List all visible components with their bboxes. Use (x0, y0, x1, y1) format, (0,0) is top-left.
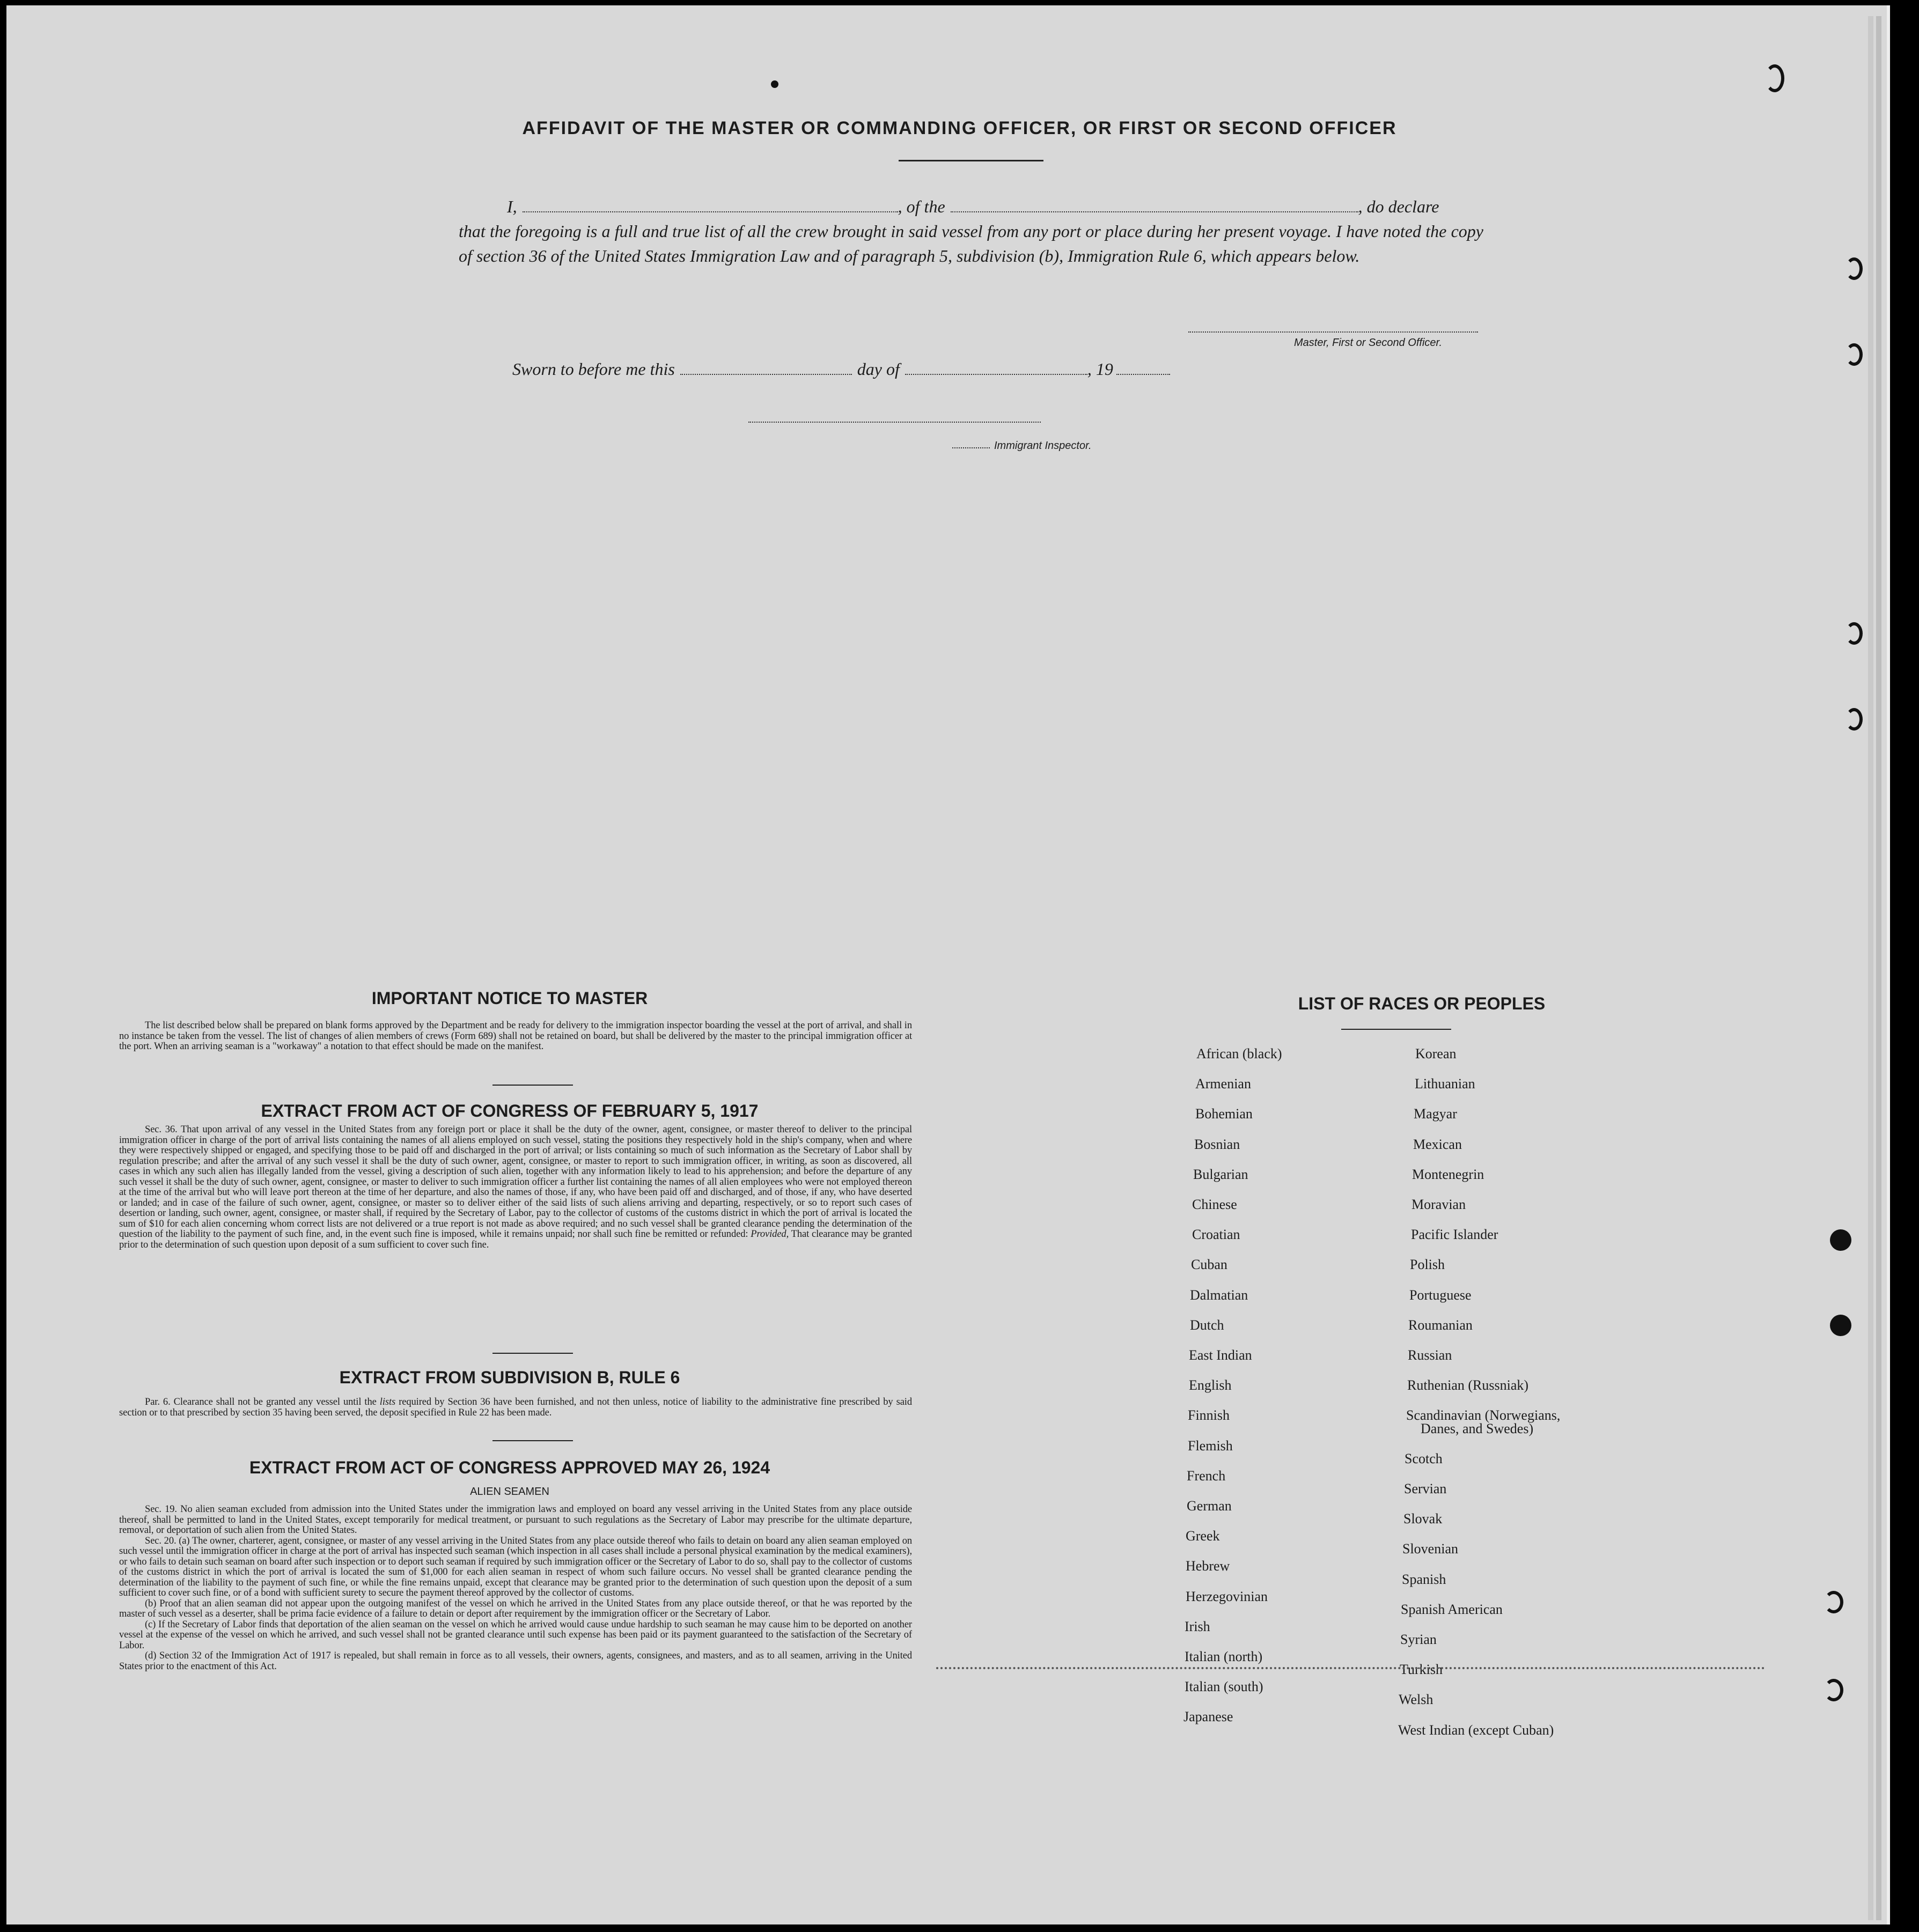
race-item: Dalmatian (1190, 1287, 1248, 1303)
extract-1924-title: EXTRACT FROM ACT OF CONGRESS APPROVED MAY 26, 1924 (249, 1458, 770, 1477)
sec19-text: Sec. 19. No alien seaman excluded from admission into the United States under the immigration laws and employed on board any vessel arriving in the United States from any place outside thereof, shall be permitted to land in the United States, except temporarily for medical treatment, or pursuant to such regulations as the Secretary of Labor may prescribe for the ultimate departure, removal, or deportation of such alien from the United States. (119, 1504, 912, 1536)
race-item: Bulgarian (1193, 1166, 1248, 1182)
race-item: Slovenian (1402, 1541, 1458, 1557)
race-item: Croatian (1192, 1227, 1240, 1243)
race-item: Lithuanian (1415, 1076, 1475, 1092)
page-edge-strip (1876, 16, 1881, 1920)
ink-dot (771, 80, 778, 88)
race-item: Magyar (1414, 1106, 1457, 1122)
race-item: Syrian (1400, 1632, 1437, 1647)
race-item: Portuguese (1409, 1287, 1472, 1303)
race-item: Italian (south) (1185, 1679, 1263, 1695)
race-item: Montenegrin (1412, 1166, 1484, 1182)
sworn-day-field[interactable] (680, 360, 852, 375)
race-item: Hebrew (1186, 1558, 1230, 1574)
rule6-lists-word: lists (379, 1397, 396, 1407)
master-signature-field[interactable] (1188, 322, 1478, 333)
rule6-text-a: Par. 6. Clearance shall not be granted any vessel until the (145, 1397, 377, 1407)
race-item: Scotch (1405, 1450, 1443, 1466)
sworn-year-prefix: , 19 (1087, 359, 1113, 379)
race-item: West Indian (except Cuban) (1398, 1722, 1554, 1738)
race-item: Pacific Islander (1411, 1227, 1498, 1243)
race-item: Turkish (1400, 1662, 1443, 1678)
race-item: Bosnian (1194, 1136, 1240, 1152)
half-punch-hole-icon (1846, 708, 1863, 731)
title-underline (899, 160, 1043, 161)
alien-seamen-subtitle: ALIEN SEAMEN (470, 1486, 549, 1498)
race-item: Chinese (1192, 1197, 1237, 1212)
section-divider (492, 1353, 573, 1354)
sworn-month-field[interactable] (905, 360, 1087, 375)
race-item: Irish (1185, 1618, 1210, 1634)
inspector-dots (952, 440, 990, 448)
extract-1924-block (119, 1505, 912, 1672)
rule6-title: EXTRACT FROM SUBDIVISION B, RULE 6 (339, 1368, 680, 1387)
half-punch-hole-icon (1824, 1591, 1843, 1613)
notice-title: IMPORTANT NOTICE TO MASTER (371, 989, 648, 1008)
race-item: Russian (1408, 1347, 1452, 1363)
race-item: Polish (1410, 1257, 1445, 1273)
race-item: Moravian (1411, 1197, 1466, 1212)
race-item: Flemish (1188, 1437, 1233, 1454)
race-item: Italian (north) (1185, 1649, 1263, 1664)
section-divider (492, 1085, 573, 1086)
race-item: Scandinavian (Norwegians, (1406, 1407, 1561, 1424)
inspector-signature-field[interactable] (748, 413, 1041, 423)
extract-1917-title: EXTRACT FROM ACT OF CONGRESS OF FEBRUARY 5, 1917 (261, 1101, 759, 1120)
sec20c-text: (c) If the Secretary of Labor finds that deportation of the alien seaman on the vessel on which he arrived would cause undue hardship to such seaman he may cause him to be deported on another vessel at the expense of the vessel on which he arrived, and such vessel shall not be granted clearance until such expense has been paid or its payment guaranteed to the satisfaction of the Secretary of Labor. (119, 1619, 912, 1651)
half-punch-hole-icon (1846, 622, 1863, 645)
affidavit-declaration: that the foregoing is a full and true list of all the crew brought in said vessel from any port or place during her present voyage. I have noted the copy of section 36 of the United States Immigration Law and of paragraph 5, subdivision (b), Immigration Rule 6, which appears below. (459, 222, 1483, 266)
sec20b-text: (b) Proof that an alien seaman did not appear upon the outgoing manifest of the vessel on which he arrived in the United States from any place outside thereof, or that he was reported by the master of such vessel as a deserter, shall be prima facie evidence of a failure to detain or deport after requirement by the immigration officer or the Secretary of Labor. (119, 1598, 912, 1619)
inspector-label: Immigrant Inspector. (994, 440, 1092, 452)
notice-text-block (119, 1021, 912, 1052)
dotted-line (936, 1667, 1765, 1669)
race-item: Welsh (1399, 1692, 1433, 1708)
race-item: Finnish (1188, 1407, 1230, 1424)
extract-1917-block (119, 1125, 912, 1250)
affidavit-title: AFFIDAVIT OF THE MASTER OR COMMANDING OFFICER, OR FIRST OR SECOND OFFICER (522, 118, 1397, 138)
affidavit-i-label: I, (507, 197, 517, 216)
race-item: Greek (1186, 1528, 1220, 1544)
vessel-field[interactable] (951, 197, 1358, 212)
extract-1917-paragraph (119, 1125, 912, 1250)
affidavit-body (459, 194, 1483, 268)
rule6-text-b: required by Section 36 have been furnished, and not then unless, notice of liability to the administrative fine prescribed by said section or to that prescribed by section 35 having been served, the deposit specified in Rule 22 has been made. (119, 1397, 912, 1418)
race-item: Mexican (1413, 1136, 1462, 1152)
notice-text: The list described below shall be prepared on blank forms approved by the Department and be ready for delivery to the immigration inspector boarding the vessel at the port of arrival, and shall in no instance be taken from the vessel. The list of changes of alien members of crews (Form 689) shall not be retained on board, but shall be delivered by the master to the principal immigration officer at the port. When an arriving seaman is a "workaway" a notation to that effect should be made on the manifest. (119, 1020, 912, 1052)
race-item: German (1187, 1498, 1232, 1514)
race-item: Herzegovinian (1186, 1588, 1268, 1604)
sworn-year-field[interactable] (1116, 360, 1170, 375)
punch-hole-icon (1830, 1315, 1851, 1336)
page-edge-strip (1868, 16, 1873, 1920)
race-item: Danes, and Swedes) (1421, 1420, 1534, 1436)
proviso-word: Provided, (751, 1229, 789, 1240)
race-item: Armenian (1195, 1076, 1251, 1092)
sec20d-text: (d) Section 32 of the Immigration Act of 1917 is repealed, but shall remain in force as to all vessels, their owners, agents, consignees, and masters, and as to all seamen, arriving in the United States prior to the enactment of this Act. (119, 1650, 912, 1672)
rule6-block (119, 1397, 912, 1418)
half-punch-hole-icon (1846, 343, 1863, 366)
race-item: English (1189, 1377, 1232, 1393)
race-item: Roumanian (1408, 1317, 1473, 1333)
sworn-prefix: Sworn to before me this (512, 359, 675, 379)
race-item: Dutch (1190, 1317, 1224, 1333)
race-item: Japanese (1183, 1709, 1233, 1725)
extract-1917-text: Sec. 36. That upon arrival of any vessel in the United States from any foreign port or place it shall be the duty of the owner, agent, consignee, or master thereof to deliver to the principal immigration officer in charge of the port of arrival lists containing the names of all aliens employed on such vessel, stating the positions they respectively hold in the ship's company, when and where they were respectively shipped or engaged, and specifying those to be paid off and discharged in the port of arrival; or lists containing so much of such information as the Secretary of Labor shall by regulation prescribe; and after the arrival of any such vessel it shall be the duty of such owner, agent, consignee, or master to report to such immigration officer, in writing, as soon as discovered, all cases in which any such alien has illegally landed from the vessel, giving a description of such alien, together with any information likely to lead to his apprehension; and before the departure of any such vessel it shall be the duty of such owner, agent, consignee, or master to deliver to such immigration officer a further list containing the names of all alien employees who were not employed thereon at the time of the arrival but who will leave port thereon at the time of her departure, and also the names of those, if any, who have been paid off and discharged, and of those, if any, who have deserted or landed; and in case of the failure of such owner, agent, consignee, or master so to deliver either of the said lists of such aliens arriving and departing, respectively, or so to report such cases of desertion or landing, such owner, agent, consignee, or master shall, if required by the Secretary of Labor, pay to the collector of customs of the customs district in which the port of arrival is located the sum of $10 for each alien concerning whom correct lists are not delivered or a true report is not made as above required; and no such vessel shall be granted clearance pending the determination of the question of the liability to the payment of such fine, and, in the event such fine is imposed, while it remains unpaid; nor shall such fine be remitted or refunded: (119, 1124, 912, 1240)
rule6-paragraph (119, 1397, 912, 1418)
races-title-underline (1341, 1029, 1451, 1030)
race-item: East Indian (1189, 1347, 1252, 1363)
race-item: Spanish (1402, 1571, 1446, 1587)
half-punch-hole-icon (1846, 257, 1863, 280)
proviso-text: That clearance may be granted prior to the determination of such question upon deposit of a sum sufficient to cover such fine. (119, 1229, 912, 1250)
sworn-line (512, 359, 1170, 379)
sworn-day-of: day of (857, 359, 900, 379)
do-declare-label: , do declare (1358, 197, 1439, 216)
race-item: French (1187, 1468, 1226, 1484)
race-item: Korean (1415, 1046, 1457, 1061)
race-item: Servian (1404, 1481, 1447, 1496)
name-field[interactable] (523, 197, 898, 212)
race-item: Bohemian (1195, 1106, 1253, 1122)
master-signature-label: Master, First or Second Officer. (1294, 337, 1443, 349)
races-title: LIST OF RACES OR PEOPLES (1298, 994, 1546, 1013)
half-punch-hole-icon (1824, 1679, 1843, 1701)
race-item: African (black) (1196, 1046, 1282, 1061)
race-item: Ruthenian (Russniak) (1407, 1377, 1529, 1393)
punch-hole-icon (1830, 1229, 1851, 1251)
race-item: Cuban (1191, 1257, 1227, 1273)
of-the-label: , of the (898, 197, 945, 216)
race-item: Slovak (1403, 1511, 1443, 1527)
sec20a-text: Sec. 20. (a) The owner, charterer, agent, consignee, or master of any vessel arriving in the United States from any place outside thereof who fails to detain on board any alien seaman employed on such vessel until the immigration officer in charge at the port of arrival has inspected such seaman (which inspection in all cases shall include a personal physical examination by the medical examiners), or who fails to detain such seaman on board after such inspection or to deport such seaman if required by such immigration officer or the Secretary of Labor to do so, shall pay to the collector of customs of the customs district in which the port of arrival is located the sum of $1,000 for each alien seaman in respect of whom such failure occurs. No vessel shall be granted clearance pending the determination of the liability to the payment of such fine, or while the fine remains unpaid, except that clearance may be granted prior to the determination of such question upon the deposit of a sum sufficient to cover such fine, or of a bond with sufficient surety to secure the payment thereof approved by the collector of customs. (119, 1535, 912, 1598)
half-punch-hole-icon (1765, 64, 1784, 92)
section-divider (492, 1440, 573, 1441)
race-item: Spanish American (1401, 1601, 1503, 1617)
